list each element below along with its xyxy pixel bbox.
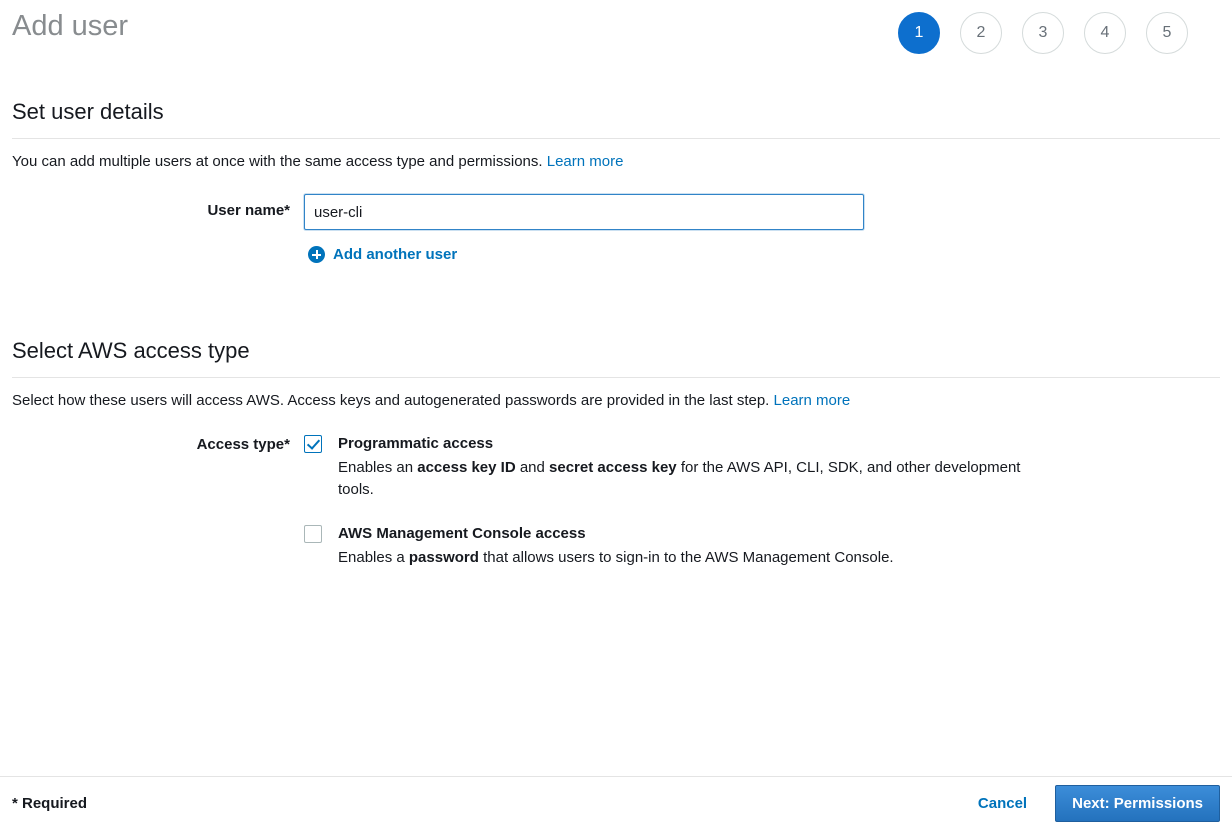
- add-another-user-label: Add another user: [333, 246, 458, 263]
- page-title: Add user: [12, 10, 129, 42]
- console-access-checkbox[interactable]: [304, 525, 322, 543]
- user-name-field-wrapper: [304, 194, 1220, 263]
- access-type-description: [12, 391, 1220, 411]
- wizard-step-4[interactable]: 4: [1084, 12, 1126, 54]
- console-access-text: [338, 523, 894, 569]
- access-type-divider: [12, 377, 1220, 378]
- wizard-step-5[interactable]: 5: [1146, 12, 1188, 54]
- option-programmatic-access: [304, 433, 1220, 501]
- user-details-section-title: Set user details: [12, 99, 164, 124]
- access-type-section-title: Select AWS access type: [12, 338, 250, 363]
- access-type-learn-more-link[interactable]: Learn more: [773, 392, 851, 409]
- programmatic-access-checkbox[interactable]: [304, 435, 322, 453]
- wizard-step-1[interactable]: 1: [898, 12, 940, 54]
- user-details-description-text: You can add multiple users at once with the same access type and permissions.: [12, 153, 543, 170]
- user-name-row: [12, 194, 1220, 263]
- access-type-options: [304, 433, 1220, 569]
- next-permissions-button[interactable]: Next: Permissions: [1055, 785, 1220, 822]
- wizard-step-2[interactable]: 2: [960, 12, 1002, 54]
- console-access-description: [338, 549, 894, 566]
- user-details-learn-more-link[interactable]: Learn more: [546, 153, 624, 170]
- pa-bold-2: secret access key: [549, 459, 677, 476]
- wizard-step-indicator: [898, 6, 1220, 54]
- pa-bold-1: access key ID: [417, 459, 516, 476]
- pa-desc-2: and: [515, 459, 550, 476]
- access-type-description-text: Select how these users will access AWS. Access keys and autogenerated passwords are provided in the last step.: [12, 392, 770, 409]
- access-type-label: Access type*: [196, 436, 290, 453]
- programmatic-access-title: Programmatic access: [338, 435, 494, 452]
- ca-desc-1: Enables a: [338, 549, 409, 566]
- page-header: [12, 0, 1220, 54]
- add-another-user-button[interactable]: [308, 246, 457, 263]
- required-note: * Required: [12, 795, 88, 812]
- pa-desc-3: for the AWS API, CLI, SDK, and other development tools.: [338, 459, 1021, 498]
- wizard-footer: [0, 776, 1232, 830]
- wizard-step-3[interactable]: 3: [1022, 12, 1064, 54]
- plus-circle-icon: [308, 246, 325, 263]
- ca-desc-2: that allows users to sign-in to the AWS Management Console.: [478, 549, 894, 566]
- console-access-title: AWS Management Console access: [338, 525, 586, 542]
- user-details-description: [12, 152, 1220, 172]
- cancel-button[interactable]: Cancel: [977, 795, 1028, 812]
- user-name-input[interactable]: [304, 194, 864, 230]
- user-details-divider: [12, 138, 1220, 139]
- ca-bold-1: password: [408, 549, 479, 566]
- programmatic-access-description: [338, 459, 1020, 498]
- footer-actions: [978, 785, 1220, 822]
- option-console-access: [304, 523, 1220, 569]
- user-name-label: User name*: [207, 202, 290, 219]
- pa-desc-1: Enables an: [338, 459, 418, 476]
- access-type-row: [12, 433, 1220, 569]
- programmatic-access-text: [338, 433, 1038, 501]
